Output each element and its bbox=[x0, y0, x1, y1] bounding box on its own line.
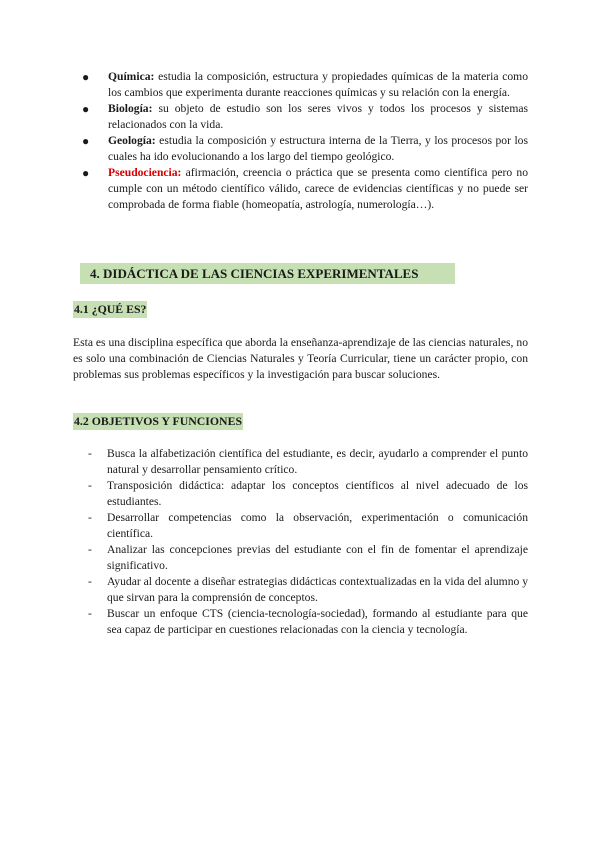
dash-icon: - bbox=[88, 511, 92, 524]
objective-text: Analizar las concepciones previas del estudiante con el fin de fomentar el aprendizaje significativo. bbox=[107, 543, 528, 572]
bullet-icon: ● bbox=[82, 134, 90, 148]
dash-icon: - bbox=[88, 575, 92, 588]
dash-icon: - bbox=[88, 543, 92, 556]
section-4-1-heading: 4.1 ¿QUÉ ES? bbox=[74, 302, 147, 316]
definition-pseudociencia: afirmación, creencia o práctica que se presenta como científica pero no cumple con un método científico válido, carece de evidencias científicas y no puede ser comprobada de forma fiable (homeopatía, astrología, numerología…). bbox=[108, 166, 528, 211]
science-branches-list bbox=[80, 69, 528, 213]
objective-text: Buscar un enfoque CTS (ciencia-tecnología-sociedad), formando al estudiante para que sea capaz de participar en cuestiones relacionadas con la ciencia y tecnología. bbox=[107, 607, 528, 636]
objective-item bbox=[88, 542, 528, 574]
dash-icon: - bbox=[88, 607, 92, 620]
objective-text: Desarrollar competencias como la observación, experimentación o comunicación científica. bbox=[107, 511, 528, 540]
objective-text: Busca la alfabetización científica del estudiante, es decir, ayudarlo a comprender el punto natural y desarrollar pensamiento crítico. bbox=[107, 447, 528, 476]
dash-icon: - bbox=[88, 447, 92, 460]
objective-item bbox=[88, 478, 528, 510]
list-item-quimica bbox=[80, 69, 528, 101]
objective-text: Transposición didáctica: adaptar los conceptos científicos al nivel adecuado de los estudiantes. bbox=[107, 479, 528, 508]
term-geologia: Geología: bbox=[108, 134, 156, 147]
bullet-icon: ● bbox=[82, 70, 90, 84]
bullet-icon: ● bbox=[82, 166, 90, 180]
objective-item bbox=[88, 510, 528, 542]
definition-biologia: su objeto de estudio son los seres vivos y todos los procesos y sistemas relacionados con la vida. bbox=[108, 102, 528, 131]
objective-item bbox=[88, 606, 528, 638]
definition-quimica: estudia la composición, estructura y propiedades químicas de la materia como los cambios que experimenta durante reacciones químicas y su relación con la energía. bbox=[108, 70, 528, 99]
bullet-icon: ● bbox=[82, 102, 90, 116]
objective-item bbox=[88, 574, 528, 606]
dash-icon: - bbox=[88, 479, 92, 492]
section-4-2-heading: 4.2 OBJETIVOS Y FUNCIONES bbox=[74, 414, 243, 428]
section-4-heading: 4. DIDÁCTICA DE LAS CIENCIAS EXPERIMENTALES bbox=[80, 263, 455, 284]
section-4-1-paragraph: Esta es una disciplina específica que aborda la enseñanza-aprendizaje de las ciencias naturales, no es solo una combinación de Ciencias Naturales y Teoría Curricular, tiene un carácter propio, con problemas sus problemas específicos y la investigación para buscar soluciones. bbox=[73, 336, 528, 381]
term-quimica: Química: bbox=[108, 70, 155, 83]
objective-text: Ayudar al docente a diseñar estrategias didácticas contextualizadas en la vida del alumno y que sirvan para la comprensión de conceptos. bbox=[107, 575, 528, 604]
list-item-geologia bbox=[80, 133, 528, 165]
definition-geologia: estudia la composición y estructura interna de la Tierra, y los procesos por los cuales ha ido evolucionando a los largo del tiempo geológico. bbox=[108, 134, 528, 163]
objective-item bbox=[88, 446, 528, 478]
list-item-pseudociencia bbox=[80, 165, 528, 213]
objectives-list bbox=[88, 446, 528, 638]
list-item-biologia bbox=[80, 101, 528, 133]
term-biologia: Biología: bbox=[108, 102, 153, 115]
term-pseudociencia: Pseudociencia: bbox=[108, 166, 182, 179]
